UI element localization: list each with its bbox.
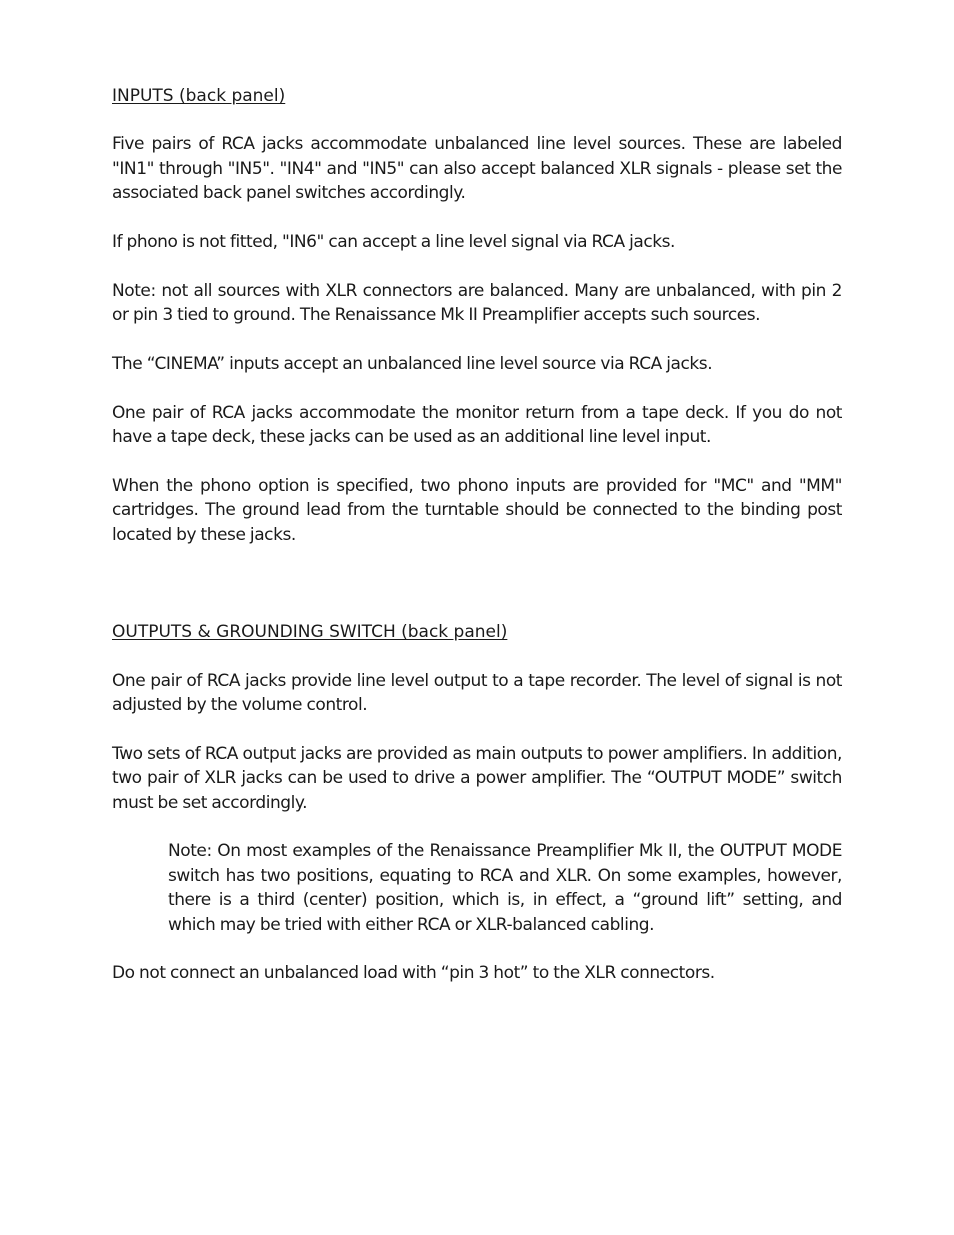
- inputs-paragraph-phono-not-fitted: If phono is not fitted, "IN6" can accept a line level signal via RCA jacks.: [112, 232, 675, 252]
- inputs-paragraph-rca-jacks: Five pairs of RCA jacks accommodate unbalanced line level sources. These are labeled "IN1" through "IN5". "IN4" and "IN5" can also accept balanced XLR signals - please set the associated back panel switches accordingly.: [112, 134, 842, 204]
- inputs-heading: INPUTS (back panel): [112, 86, 286, 106]
- inputs-paragraph-xlr-note: Note: not all sources with XLR connectors are balanced. Many are unbalanced, with pin 2 or pin 3 tied to ground. The Renaissance Mk II Preamplifier accepts such sources.: [112, 280, 842, 326]
- outputs-warning-pin3: Do not connect an unbalanced load with “pin 3 hot” to the XLR connectors.: [112, 963, 715, 984]
- outputs-heading: OUTPUTS & GROUNDING SWITCH (back panel): [112, 622, 508, 643]
- inputs-paragraph-phono-option: When the phono option is specified, two phono inputs are provided for "MC" and "MM" cartridges. The ground lead from the turntable should be connected to the binding post located by these jacks.: [112, 476, 842, 545]
- outputs-paragraph-tape-out: One pair of RCA jacks provide line level output to a tape recorder. The level of signal is not adjusted by the volume control.: [112, 670, 842, 716]
- inputs-paragraph-cinema: The “CINEMA” inputs accept an unbalanced line level source via RCA jacks.: [112, 354, 713, 374]
- outputs-paragraph-main-outputs: Two sets of RCA output jacks are provided as main outputs to power amplifiers. In addition, two pair of XLR jacks can be used to drive a power amplifier. The “OUTPUT MODE” switch must be set accordingly.: [112, 743, 842, 813]
- inputs-paragraph-tape-monitor: One pair of RCA jacks accommodate the monitor return from a tape deck. If you do not have a tape deck, these jacks can be used as an additional line level input.: [112, 402, 842, 448]
- outputs-note-output-mode: Note: On most examples of the Renaissance Preamplifier Mk II, the OUTPUT MODE switch has two positions, equating to RCA and XLR. On some examples, however, there is a third (center) position, which is, in effect, a “ground lift” setting, and which may be tried with either RCA or XLR-balanced cabling.: [168, 841, 842, 935]
- document-page: [112, 84, 842, 986]
